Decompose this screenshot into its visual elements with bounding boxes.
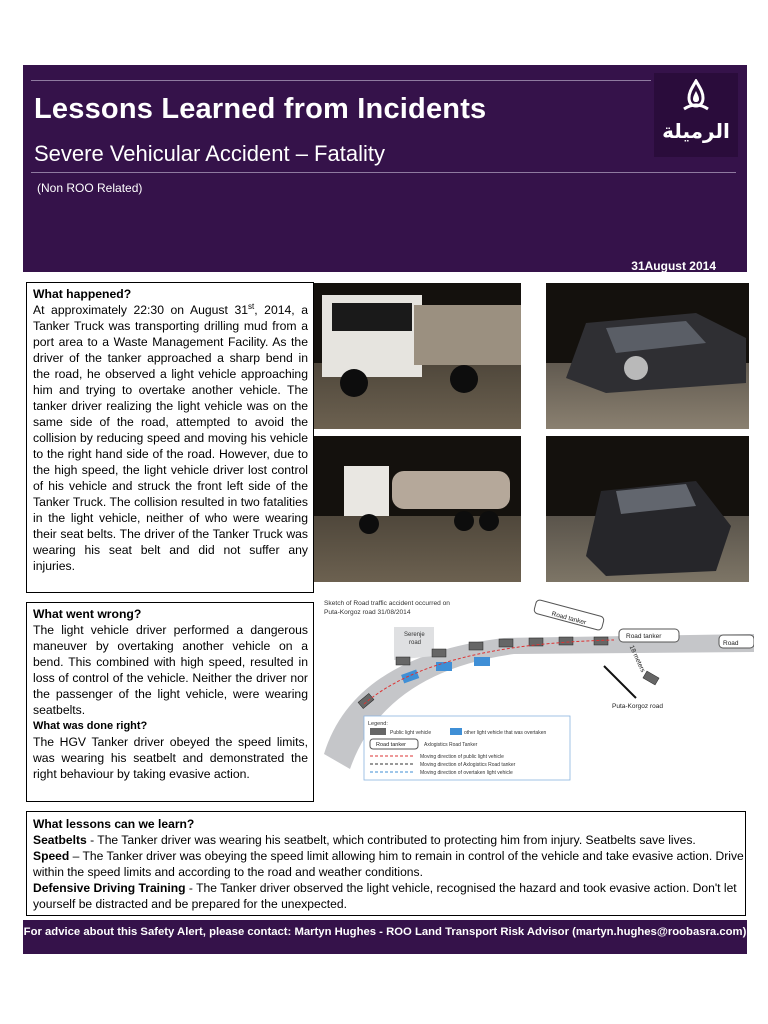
sketch-title-2: Puta-Korgoz road 31/08/2014 xyxy=(324,609,411,616)
header-banner xyxy=(23,65,747,272)
legend-other-label: other light vehicle that was overtaken xyxy=(464,730,547,736)
what-was-done-right-text: The HGV Tanker driver obeyed the speed limits, was wearing his seatbelt and demonstrated the right behaviour by taking evasive action. xyxy=(33,735,308,781)
legend-public-swatch xyxy=(370,728,386,735)
lesson-item: Seatbelts - The Tanker driver was wearing his seatbelt, which contributed to protecting him from injury. Seatbelts save lives. xyxy=(33,833,696,847)
what-went-wrong-title: What went wrong? xyxy=(33,607,142,621)
lessons-title: What lessons can we learn? xyxy=(33,817,195,831)
flame-icon xyxy=(681,79,711,119)
header-rule-top xyxy=(31,80,651,81)
page-subtitle: Severe Vehicular Accident – Fatality xyxy=(34,141,385,166)
legend-tanker-label: Road tanker xyxy=(376,742,406,748)
photo-tanker-side xyxy=(314,436,521,582)
legend-other-swatch xyxy=(450,728,462,735)
road-tanker-label: Road tanker xyxy=(550,610,587,627)
pointer-line xyxy=(604,666,636,698)
what-happened-box xyxy=(26,282,314,593)
what-happened-text: At approximately 22:30 on August 31st, 2014, a Tanker Truck was transporting drilling mud from a port area to a Waste Management Facility. As the driver of the tanker approached a sharp bend in the road, he observed a light vehicle approaching him and trying to overtake another vehicle. The tanker driver realizing the light vehicle was on the same side of the road, attempted to avoid the collision by reducing speed and moving his vehicle to the right hand side of the road. However, due to the high speed, the light vehicle driver lost control of his vehicle and struck the front left side of the Tanker Truck. The collision resulted in two fatalities in the light vehicle, neither of who were wearing their seat belts. The driver of the Tanker Truck was wearing his seat belt and did not suffer any injuries. xyxy=(33,301,308,573)
public-vehicle xyxy=(559,637,573,645)
public-vehicle xyxy=(432,649,446,657)
logo-arabic-text: الرميلة xyxy=(662,119,730,143)
what-went-wrong-text: The light vehicle driver performed a dangerous maneuver by overtaking another vehicle on a bend. This combined with high speed, resulted in loss of control of the vehicle. Neither the driver nor the passenger of the light vehicle, were wearing seatbelts. xyxy=(33,623,308,717)
road-tanker-far-label: Road xyxy=(723,640,739,647)
company-logo xyxy=(654,73,738,157)
accident-sketch xyxy=(314,594,754,794)
lessons-box xyxy=(26,811,746,916)
public-vehicle xyxy=(469,642,483,650)
overtaken-vehicle xyxy=(474,657,490,666)
public-vehicle xyxy=(643,671,659,685)
legend-public-label: Public light vehicle xyxy=(390,730,432,736)
what-was-done-right-title: What was done right? xyxy=(33,720,148,732)
serenje-label-1: Serenje xyxy=(404,632,425,638)
legend-title: Legend: xyxy=(368,721,388,727)
legend-move1-label: Moving direction of public light vehicle xyxy=(420,754,504,760)
what-happened-title: What happened? xyxy=(33,287,132,301)
lesson-item: Speed – The Tanker driver was obeying the speed limit allowing him to remain in control of the vehicle and take evasive action. Drive within the speed limits and according to the road and weather conditions. xyxy=(33,849,744,879)
public-vehicle xyxy=(529,638,543,646)
what-went-wrong-box xyxy=(26,602,314,802)
photo-car-damage-front xyxy=(546,283,749,429)
public-vehicle xyxy=(396,657,410,665)
distance-label: 18 meters xyxy=(627,644,647,674)
road-tanker-side-label: Road tanker xyxy=(626,633,662,640)
legend-tanker-desc: Axlogistics Road Tanker xyxy=(424,742,478,748)
sketch-title-1: Sketch of Road traffic accident occurred on xyxy=(324,600,450,607)
footer-contact: For advice about this Safety Alert, please contact: Martyn Hughes - ROO Land Transport Risk Advisor (martyn.hughes@roobasra.com) xyxy=(23,920,747,954)
lesson-item: Defensive Driving Training - The Tanker driver observed the light vehicle, recognised the hazard and took evasive action. Don't let yourself be distracted and be prepared for the unexpected. xyxy=(33,881,737,911)
header-rule-middle xyxy=(31,172,736,173)
serenje-label-2: road xyxy=(409,640,422,646)
photo-tanker-front xyxy=(314,283,521,429)
puta-road-label: Puta-Korgoz road xyxy=(612,703,663,710)
public-vehicle xyxy=(499,639,513,647)
alert-date: 31August 2014 xyxy=(631,259,716,273)
legend-move2-label: Moving direction of Axlogistics Road tanker xyxy=(420,762,516,768)
page-title: Lessons Learned from Incidents xyxy=(34,93,487,125)
legend-move3-label: Moving direction of overtaken light vehicle xyxy=(420,770,513,776)
photo-car-damage-close xyxy=(546,436,749,582)
relation-note: (Non ROO Related) xyxy=(37,181,143,195)
